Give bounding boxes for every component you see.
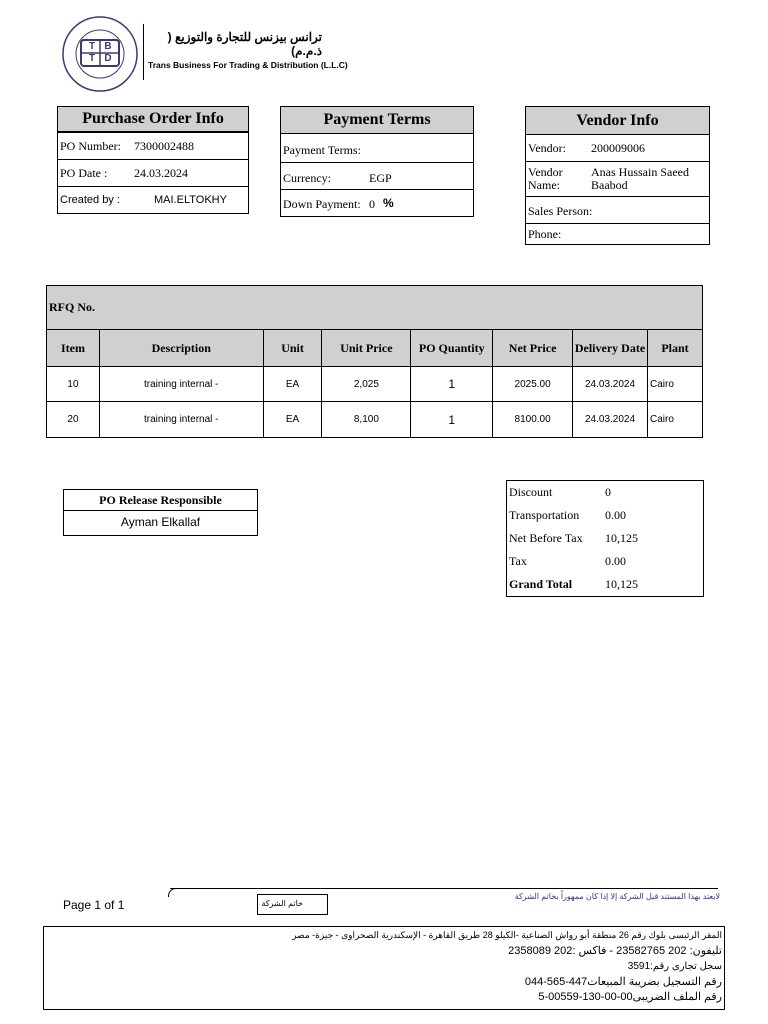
footer-divider-curve <box>168 888 177 897</box>
vendor-name-value: Baabod <box>591 178 628 192</box>
totals-row <box>507 527 704 550</box>
logo-letter: B <box>104 41 112 52</box>
company-address-box <box>43 926 725 1010</box>
rfq-label: RFQ No. <box>49 300 95 314</box>
stamp-notice: لايعتد بهذا المستند قبل الشركة إلا إذا كان ممهوراً بخاتم الشركة <box>514 892 720 901</box>
table-cell: 8100.00 <box>493 402 573 438</box>
po-info-title: Purchase Order Info <box>57 106 249 132</box>
table-cell: Cairo <box>648 402 703 438</box>
currency-row <box>280 162 474 190</box>
payment-terms-label: Payment Terms: <box>283 143 361 157</box>
totals-row <box>507 550 704 573</box>
totals-label: Grand Total <box>509 576 573 591</box>
vendor-name-label: Name: <box>528 178 560 192</box>
stamp-label: خاتم الشركة <box>261 899 303 908</box>
company-name-english: Trans Business For Trading & Distribution (L.L.C) <box>148 60 348 70</box>
vendor-value: 200009006 <box>591 141 645 155</box>
table-cell: 2025.00 <box>493 367 573 402</box>
table-cell: EA <box>263 367 322 402</box>
vendor-name-row <box>525 161 710 197</box>
release-name: Ayman Elkallaf <box>63 510 258 536</box>
totals-row <box>507 504 704 527</box>
column-header: Description <box>99 330 263 367</box>
totals-value: 10,125 <box>605 576 638 591</box>
table-row <box>47 367 703 402</box>
po-info-row <box>57 132 249 160</box>
company-logo <box>60 14 140 94</box>
items-table <box>46 329 703 438</box>
column-header: Unit <box>263 330 322 367</box>
down-payment-label: Down Payment: <box>283 197 361 211</box>
address-line: سجل تجارى رقم:3591 <box>627 961 722 972</box>
address-line: المقر الرئيسى بلوك رقم 26 منطقة أبو رواش الصناعية -الكيلو 28 طريق القاهرة - الإسكندرية الصحراوى - جيزة- مصر <box>292 930 722 940</box>
po-number-label: PO Number: <box>60 139 121 153</box>
totals-label: Tax <box>509 553 527 568</box>
po-number-value: 7300002488 <box>134 139 194 153</box>
company-stamp-box <box>257 894 328 915</box>
phone-row <box>525 223 710 245</box>
totals-value: 0 <box>605 484 611 499</box>
payment-terms-row <box>280 133 474 163</box>
table-cell: 2,025 <box>322 367 411 402</box>
payment-terms-title: Payment Terms <box>280 106 474 134</box>
table-cell: 24.03.2024 <box>573 402 648 438</box>
column-header: Net Price <box>493 330 573 367</box>
sales-person-row <box>525 196 710 224</box>
logo-letter: T <box>88 53 96 64</box>
address-line: تليفون: 202 23582765 - فاكس :202 2358089 <box>508 944 722 957</box>
vendor-label: Vendor: <box>528 141 566 155</box>
column-header: Plant <box>648 330 703 367</box>
vendor-name-value: Anas Hussain Saeed <box>591 165 689 179</box>
table-cell: 1 <box>411 367 493 402</box>
table-row <box>47 402 703 438</box>
created-by-value: MAI.ELTOKHY <box>154 194 227 206</box>
table-cell: EA <box>263 402 322 438</box>
table-header-row <box>47 330 703 367</box>
down-payment-value: 0 <box>369 197 375 211</box>
totals-row <box>507 573 704 597</box>
rfq-header <box>46 285 703 330</box>
table-cell: 24.03.2024 <box>573 367 648 402</box>
vendor-name-label: Vendor <box>528 165 563 179</box>
logo-letter: T <box>88 41 96 52</box>
logo-letter: D <box>104 53 112 64</box>
release-title: PO Release Responsible <box>63 489 258 511</box>
company-name-arabic: ترانس بيزنس للتجارة والتوزيع ( ذ.م.م) <box>167 30 322 58</box>
totals-value: 0.00 <box>605 507 626 522</box>
po-date-value: 24.03.2024 <box>134 166 188 180</box>
totals-row <box>507 481 704 504</box>
totals-label: Transportation <box>509 507 580 522</box>
table-cell: 20 <box>47 402 100 438</box>
totals-table <box>506 480 704 597</box>
totals-label: Net Before Tax <box>509 530 583 545</box>
page-number: Page 1 of 1 <box>63 898 125 912</box>
currency-label: Currency: <box>283 171 331 185</box>
table-cell: Cairo <box>648 367 703 402</box>
totals-label: Discount <box>509 484 553 499</box>
sales-person-label: Sales Person: <box>528 204 593 218</box>
vendor-info-title: Vendor Info <box>525 106 710 135</box>
po-date-label: PO Date : <box>60 166 108 180</box>
table-cell: 8,100 <box>322 402 411 438</box>
address-line: رقم التسجيل بضريبة المبيعات447-565-044 <box>524 975 722 988</box>
address-line: رقم الملف الضريبى00-00-130-00559-5 <box>538 991 722 1003</box>
po-info-row <box>57 159 249 187</box>
down-payment-row <box>280 189 474 217</box>
down-payment-unit: % <box>383 196 394 210</box>
table-cell: 1 <box>411 402 493 438</box>
table-cell: 10 <box>47 367 100 402</box>
po-info-row <box>57 186 249 214</box>
column-header: Delivery Date <box>573 330 648 367</box>
footer-divider <box>170 888 718 889</box>
column-header: Unit Price <box>322 330 411 367</box>
table-cell: training internal - <box>99 367 263 402</box>
logo-divider <box>143 24 144 80</box>
phone-label: Phone: <box>528 227 562 241</box>
table-cell: training internal - <box>99 402 263 438</box>
created-by-label: Created by : <box>60 194 120 206</box>
column-header: PO Quantity <box>411 330 493 367</box>
totals-value: 10,125 <box>605 530 638 545</box>
vendor-row <box>525 134 710 162</box>
column-header: Item <box>47 330 100 367</box>
currency-value: EGP <box>369 171 392 185</box>
totals-value: 0.00 <box>605 553 626 568</box>
